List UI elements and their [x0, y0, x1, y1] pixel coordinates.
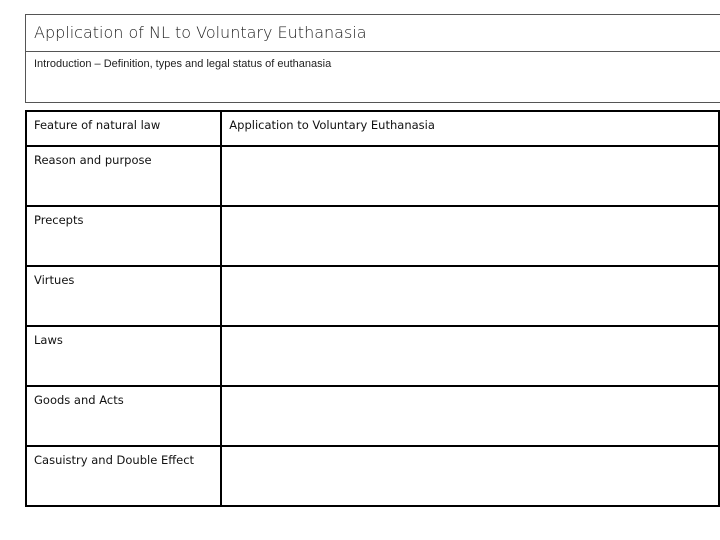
feature-cell: Casuistry and Double Effect — [26, 446, 221, 506]
intro-text: Introduction – Definition, types and legal status of euthanasia — [34, 58, 332, 70]
application-cell[interactable] — [221, 206, 719, 266]
application-cell[interactable] — [221, 266, 719, 326]
title-box — [25, 14, 720, 52]
table-row — [26, 326, 719, 386]
application-cell[interactable] — [221, 446, 719, 506]
header-feature: Feature of natural law — [26, 111, 221, 146]
table-row — [26, 266, 719, 326]
intro-box[interactable] — [25, 51, 720, 103]
table-row — [26, 206, 719, 266]
feature-cell: Precepts — [26, 206, 221, 266]
feature-cell: Reason and purpose — [26, 146, 221, 206]
table-header-row — [26, 111, 719, 146]
feature-cell: Virtues — [26, 266, 221, 326]
table-row — [26, 446, 719, 506]
application-cell[interactable] — [221, 146, 719, 206]
page-title: Application of NL to Voluntary Euthanasia — [34, 23, 367, 42]
header-application: Application to Voluntary Euthanasia — [221, 111, 719, 146]
feature-cell: Goods and Acts — [26, 386, 221, 446]
table-row — [26, 146, 719, 206]
feature-cell: Laws — [26, 326, 221, 386]
application-cell[interactable] — [221, 386, 719, 446]
table-row — [26, 386, 719, 446]
application-cell[interactable] — [221, 326, 719, 386]
feature-table — [25, 110, 720, 507]
